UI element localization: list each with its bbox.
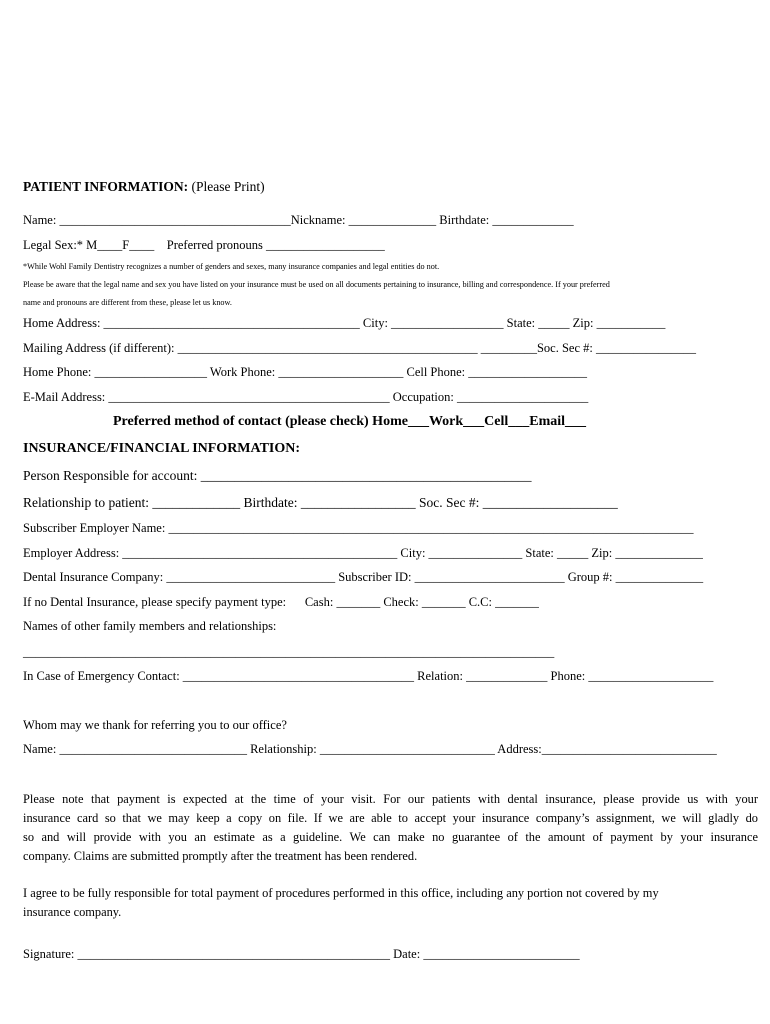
insurance-heading: INSURANCE/FINANCIAL INFORMATION:: [23, 441, 301, 456]
agreement-paragraph: [23, 884, 758, 922]
employer-address-line[interactable]: [23, 547, 703, 560]
email-occupation-line[interactable]: [23, 391, 588, 404]
emergency-contact-line[interactable]: [23, 670, 713, 683]
responsible-text: Person Responsible for account: _________________________________________________: [23, 468, 532, 483]
employer-name-text: Subscriber Employer Name: ____________________________________________________________________________________: [23, 521, 694, 535]
payment-type-text: If no Dental Insurance, please specify payment type: Cash: _______ Check: _______ C.C: _______: [23, 595, 539, 609]
mailing-address-text: Mailing Address (if different): ________________________________________________ _________Soc. Sec #: ________________: [23, 341, 696, 355]
agreement-line: insurance company.: [23, 905, 122, 919]
employer-address-text: Employer Address: ____________________________________________ City: _______________ State: _____ Zip: ______________: [23, 546, 703, 560]
disclaimer-line-2: Please be aware that the legal name and sex you have listed on your insurance must be used on all documents pertaining to insurance, billing and correspondence. If your preferred: [23, 280, 610, 289]
payment-note-line: Please note that payment is expected at the time of your visit. For our patients with dental insurance, please provide us with your: [23, 792, 758, 806]
payment-note-line: company. Claims are submitted promptly after the treatment has been rendered.: [23, 849, 418, 863]
patient-info-heading-row: [23, 180, 265, 194]
home-address-text: Home Address: _________________________________________ City: __________________ State: _____ Zip: ___________: [23, 316, 666, 330]
sex-line-text: Legal Sex:* M____F____ Preferred pronouns ___________________: [23, 238, 385, 252]
payment-note-line: so and will provide with you an estimate as a guideline. We can make no guarantee of the amount of payment by your insurance: [23, 830, 758, 844]
legal-sex-pronouns-line[interactable]: [23, 239, 385, 252]
referral-line[interactable]: [23, 743, 717, 756]
signature-line-text: Signature: __________________________________________________ Date: _________________________: [23, 947, 580, 961]
employer-name-line[interactable]: [23, 522, 693, 535]
referral-question: Whom may we thank for referring you to our office?: [23, 718, 287, 732]
responsible-line[interactable]: [23, 469, 531, 483]
emergency-contact-text: In Case of Emergency Contact: _____________________________________ Relation: _____________ Phone: ____________________: [23, 669, 714, 683]
name-nickname-birthdate-line[interactable]: [23, 214, 574, 227]
phone-line-text: Home Phone: __________________ Work Phone: ____________________ Cell Phone: ___________________: [23, 365, 588, 379]
agreement-line: I agree to be fully responsible for total payment of procedures performed in this office, including any portion not covered by my: [23, 886, 659, 900]
relationship-text: Relationship to patient: _____________ Birthdate: _________________ Soc. Sec #: ____________________: [23, 495, 618, 510]
disclaimer-line-1: *While Wohl Family Dentistry recognizes a number of genders and sexes, many insurance companies and legal entities do not.: [23, 262, 440, 271]
payment-note-line: insurance card so that we may keep a copy on file. If we are able to accept your insurance company’s assignment, we will gladly do: [23, 811, 758, 825]
dental-insurance-text: Dental Insurance Company: ___________________________ Subscriber ID: ________________________ Group #: ______________: [23, 570, 704, 584]
payment-note: [23, 790, 758, 866]
phone-line[interactable]: [23, 366, 587, 379]
family-members-blank[interactable]: _____________________________________________________________________________________: [23, 645, 555, 659]
name-line-text: Name: _____________________________________Nickname: ______________ Birthdate: _____________: [23, 213, 574, 227]
home-address-line[interactable]: [23, 317, 665, 330]
referral-line-text: Name: ______________________________ Relationship: ____________________________ Address:____________________________: [23, 742, 717, 756]
signature-date-line[interactable]: [23, 948, 580, 961]
preferred-contact-line[interactable]: [113, 415, 586, 429]
patient-info-heading-note: (Please Print): [188, 179, 265, 194]
dental-insurance-line[interactable]: [23, 571, 703, 584]
preferred-contact-text: Preferred method of contact (please check) Home___Work___Cell___Email___: [113, 414, 587, 429]
email-line-text: E-Mail Address: _____________________________________________ Occupation: _____________________: [23, 390, 589, 404]
relationship-line[interactable]: [23, 496, 618, 510]
disclaimer-line-3: name and pronouns are different from these, please let us know.: [23, 298, 232, 307]
mailing-address-line[interactable]: [23, 342, 696, 355]
patient-info-heading: PATIENT INFORMATION:: [23, 179, 189, 194]
payment-type-line[interactable]: [23, 596, 539, 609]
family-members-label: Names of other family members and relationships:: [23, 619, 277, 633]
